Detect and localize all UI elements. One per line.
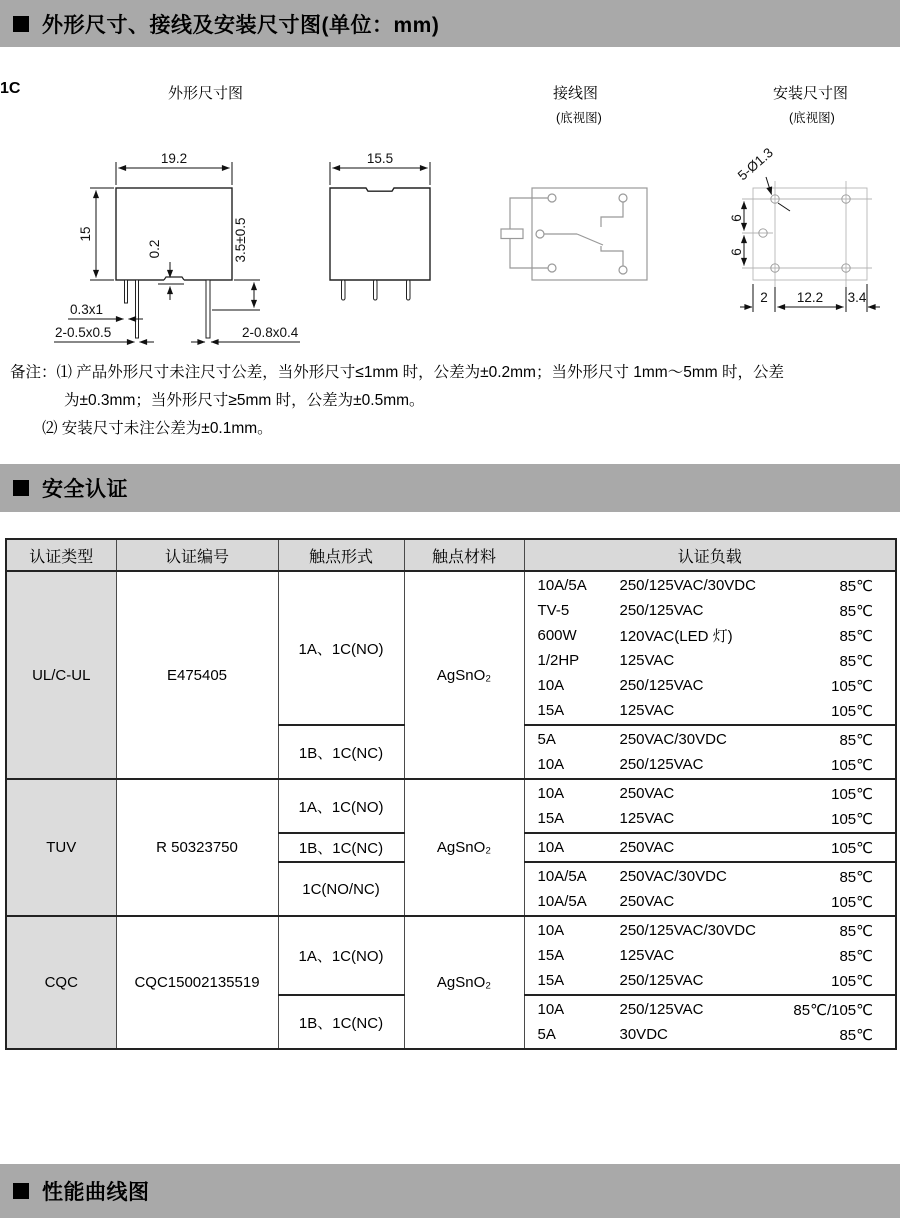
section-title: 性能曲线图 bbox=[42, 1181, 150, 1204]
section-title: 安全认证 bbox=[42, 478, 128, 501]
contact-form-cell: 1A、1C(NO) bbox=[278, 571, 404, 725]
dim-mount-holes: 5-Ø1.3 bbox=[734, 144, 776, 184]
section-title: 外形尺寸、接线及安装尺寸图(单位：mm) bbox=[42, 13, 440, 37]
dim-front-width: 19.2 bbox=[160, 151, 188, 166]
load-line: 15A 250/125VAC 105℃ bbox=[537, 972, 873, 990]
load-line: 15A 125VAC 105℃ bbox=[537, 702, 873, 720]
dim-front-pin-small: 0.3x1 bbox=[70, 302, 104, 317]
cert-number-cell: E475405 bbox=[116, 571, 278, 779]
dim-front-pins-large: 2-0.8x0.4 bbox=[242, 325, 299, 340]
front-view-drawing bbox=[116, 188, 232, 338]
contact-form-cell: 1A、1C(NO) bbox=[278, 916, 404, 995]
load-cell bbox=[524, 862, 896, 916]
dim-front-pin-seat: 3.5±0.5 bbox=[233, 217, 248, 263]
col-header-contact-material: 触点材料 bbox=[404, 539, 524, 571]
table-row bbox=[6, 779, 896, 833]
dim-side-width: 15.5 bbox=[366, 151, 394, 166]
dim-front-pins-small: 2-0.5x0.5 bbox=[55, 325, 112, 340]
contact-form-cell: 1B、1C(NC) bbox=[278, 995, 404, 1049]
col-header-cert-type: 认证类型 bbox=[6, 539, 116, 571]
col-header-cert-load: 认证负载 bbox=[524, 539, 896, 571]
table-row bbox=[6, 571, 896, 725]
table-header-row bbox=[6, 539, 896, 571]
cert-number-cell: CQC15002135519 bbox=[116, 916, 278, 1049]
cert-number-cell: R 50323750 bbox=[116, 779, 278, 916]
contact-material-cell: AgSnO₂ bbox=[404, 571, 524, 779]
load-line: 10A 250VAC 105℃ bbox=[537, 785, 873, 803]
section-marker-icon bbox=[13, 16, 29, 32]
load-line: 10A 250/125VAC 85℃/105℃ bbox=[537, 1001, 873, 1019]
load-cell bbox=[524, 995, 896, 1049]
variant-label: 1C bbox=[0, 80, 21, 97]
load-line: 1/2HP 125VAC 85℃ bbox=[537, 652, 873, 670]
load-line: 15A 125VAC 85℃ bbox=[537, 947, 873, 965]
note-line-1: 备注：⑴ 产品外形尺寸未注尺寸公差，当外形尺寸≤1mm 时，公差为±0.2mm；当外形尺寸 1mm～5mm 时，公差 bbox=[10, 364, 784, 381]
section-marker-icon bbox=[13, 1183, 29, 1199]
contact-form-cell: 1B、1C(NC) bbox=[278, 833, 404, 862]
load-line: 10A/5A 250VAC 105℃ bbox=[537, 893, 873, 911]
load-line: 10A 250/125VAC 105℃ bbox=[537, 677, 873, 695]
section-header-curves bbox=[0, 1164, 900, 1218]
certification-table bbox=[5, 538, 897, 1050]
load-line: 600W 120VAC(LED 灯) 85℃ bbox=[537, 627, 873, 645]
section-header-safety bbox=[0, 464, 900, 512]
cert-type-cell: CQC bbox=[6, 916, 116, 1049]
note-line-3: ⑵ 安装尺寸未注公差为±0.1mm。 bbox=[42, 420, 273, 437]
table-row bbox=[6, 916, 896, 995]
contact-material-cell: AgSnO₂ bbox=[404, 779, 524, 916]
load-line: 10A 250/125VAC/30VDC 85℃ bbox=[537, 922, 873, 940]
dimension-drawings bbox=[0, 140, 900, 355]
mounting-drawing-label: 安装尺寸图 bbox=[773, 85, 849, 102]
contact-form-cell: 1B、1C(NC) bbox=[278, 725, 404, 779]
wiring-drawing-label: 接线图 bbox=[553, 85, 599, 102]
load-cell bbox=[524, 833, 896, 862]
dim-front-height: 15 bbox=[78, 226, 93, 242]
contact-material-cell: AgSnO₂ bbox=[404, 916, 524, 1049]
dim-mount-d2: 12.2 bbox=[796, 290, 824, 305]
col-header-cert-number: 认证编号 bbox=[116, 539, 278, 571]
load-line: 10A 250/125VAC 105℃ bbox=[537, 756, 873, 774]
load-cell bbox=[524, 725, 896, 779]
load-line: 10A 250VAC 105℃ bbox=[537, 839, 873, 857]
cert-type-cell: UL/C-UL bbox=[6, 571, 116, 779]
section-header-dimensions bbox=[0, 0, 900, 47]
outline-drawing-label: 外形尺寸图 bbox=[168, 85, 244, 102]
wiring-bottom-view-label: (底视图) bbox=[556, 111, 602, 125]
dim-mount-d3: 3.4 bbox=[847, 290, 867, 305]
mounting-bottom-view-label: (底视图) bbox=[789, 111, 835, 125]
load-cell bbox=[524, 571, 896, 725]
wiring-diagram bbox=[501, 188, 647, 280]
load-line: 5A 250VAC/30VDC 85℃ bbox=[537, 731, 873, 749]
section-marker-icon bbox=[13, 480, 29, 496]
dim-mount-d1: 2 bbox=[760, 290, 768, 305]
note-line-2: 为±0.3mm；当外形尺寸≥5mm 时，公差为±0.5mm。 bbox=[64, 392, 425, 409]
cert-type-cell: TUV bbox=[6, 779, 116, 916]
load-cell bbox=[524, 779, 896, 833]
dim-front-standoff: 0.2 bbox=[147, 239, 162, 259]
dim-mount-v2: 6 bbox=[729, 248, 744, 256]
side-view-drawing bbox=[330, 188, 430, 300]
load-line: 15A 125VAC 105℃ bbox=[537, 810, 873, 828]
col-header-contact-form: 触点形式 bbox=[278, 539, 404, 571]
load-line: 10A/5A 250VAC/30VDC 85℃ bbox=[537, 868, 873, 886]
contact-form-cell: 1A、1C(NO) bbox=[278, 779, 404, 833]
load-line: TV-5 250/125VAC 85℃ bbox=[537, 602, 873, 620]
mounting-diagram-plate bbox=[742, 181, 872, 287]
load-line: 10A/5A 250/125VAC/30VDC 85℃ bbox=[537, 577, 873, 595]
dim-mount-v1: 6 bbox=[729, 214, 744, 222]
load-cell bbox=[524, 916, 896, 995]
contact-form-cell: 1C(NO/NC) bbox=[278, 862, 404, 916]
load-line: 5A 30VDC 85℃ bbox=[537, 1026, 873, 1044]
